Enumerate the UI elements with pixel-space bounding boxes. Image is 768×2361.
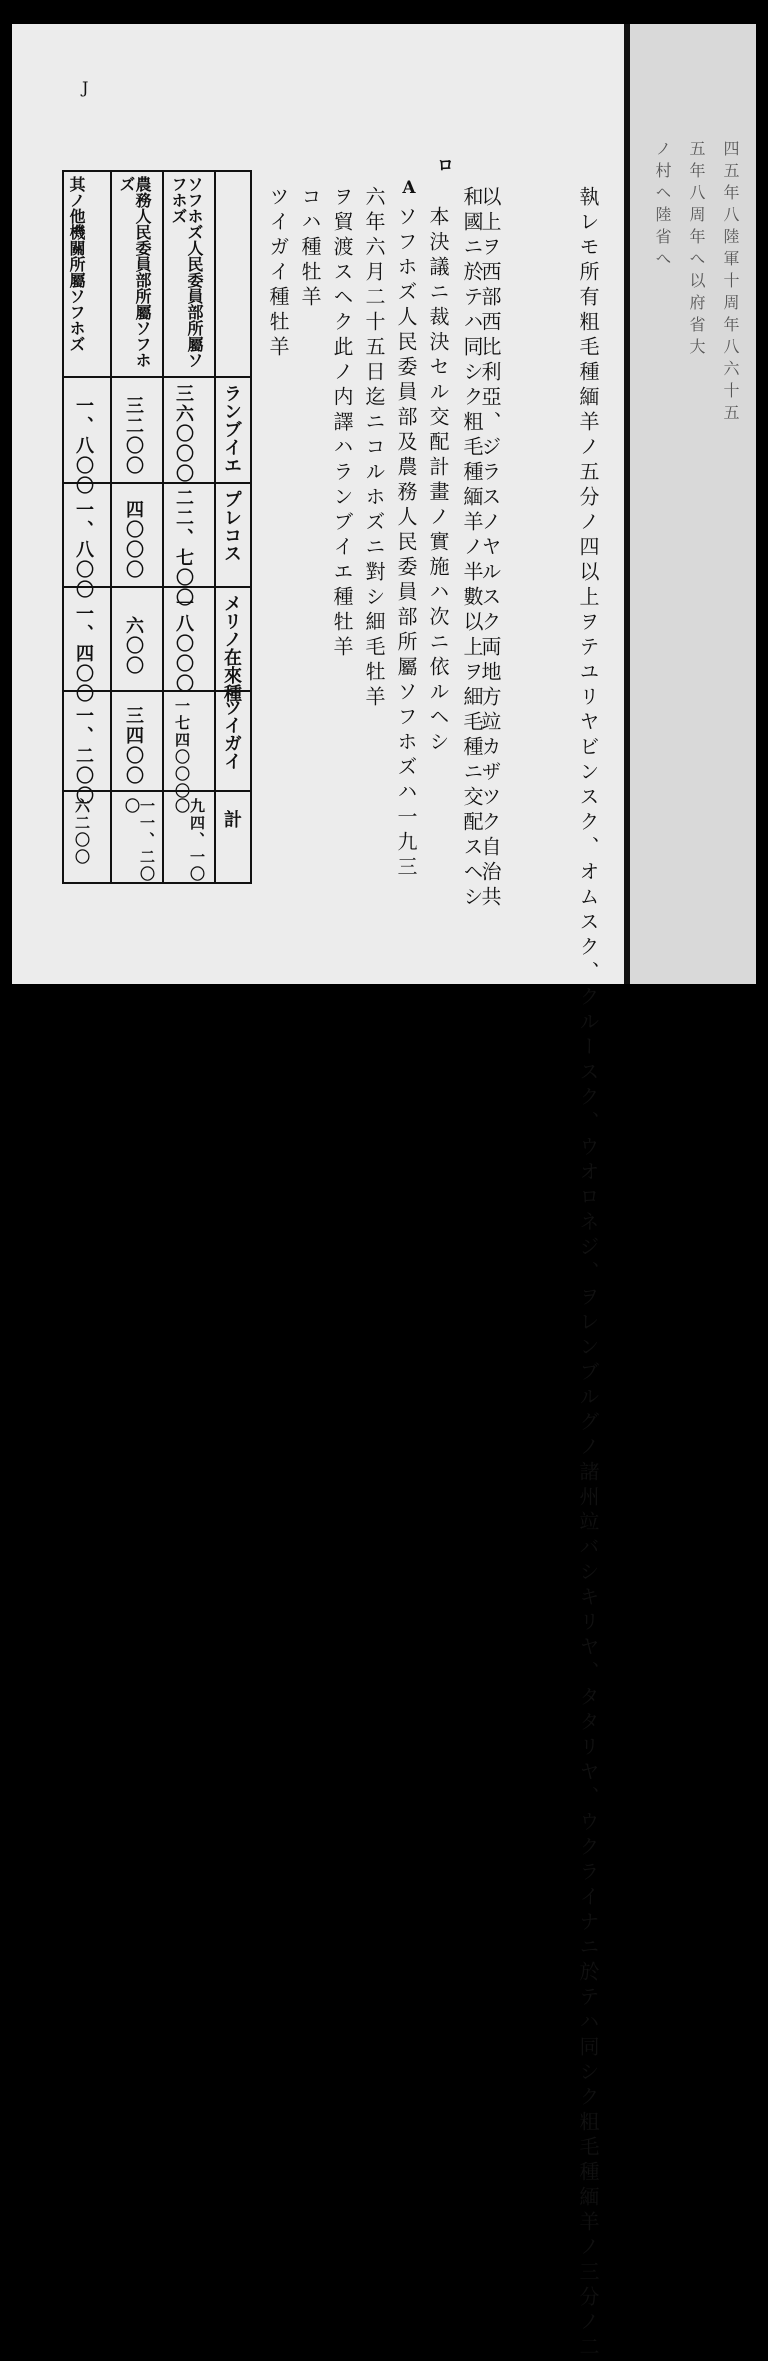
paragraph-column-3: 和國ニ於テハ同シク粗毛種緬羊ノ半數以上ヲ細毛種ニ交配スヘシ bbox=[460, 186, 484, 911]
paragraph-a-column-4: コハ種牡羊 bbox=[298, 186, 322, 311]
column-header-total: 計 bbox=[221, 810, 242, 828]
column-header-merino: メリノ在來種 bbox=[221, 594, 242, 702]
row-header-sovkhoz-commissariat: ソフホズ人民委員部所屬ソフホズ bbox=[169, 176, 204, 368]
section-marker: ロ bbox=[433, 156, 453, 178]
column-header-rambouillet: ランブイエ bbox=[221, 384, 242, 474]
cell-value: 三四〇〇 bbox=[123, 706, 144, 786]
paragraph-a-column-3: ヲ貿渡スヘク此ノ内譯ハランブイエ種牡羊 bbox=[330, 186, 354, 661]
adjacent-page-text: 四五年八陸軍十周年八六十五 bbox=[721, 140, 740, 426]
corner-mark: J bbox=[82, 78, 89, 97]
paragraph-a-column-2: 六年六月二十五日迄ニコルホズニ對シ細毛牡羊 bbox=[362, 186, 386, 711]
cell-value: 六二〇〇 bbox=[73, 798, 91, 866]
cell-value: 二二、七〇〇 bbox=[173, 488, 194, 608]
cell-value: 三二〇〇 bbox=[123, 396, 144, 476]
cell-value: 一、八〇〇 bbox=[73, 500, 94, 600]
column-header-precoce: プレコス bbox=[221, 490, 242, 562]
paragraph-column-2: 以上ヲ西部西比利亞、ジラスノヤルスク両地方竝カザツク自治共 bbox=[478, 186, 502, 911]
paragraph-column-4: 本決議ニ裁決セル交配計畫ノ實施ハ次ニ依ルヘシ bbox=[426, 206, 450, 756]
cell-value: 一、八〇〇 bbox=[73, 396, 94, 496]
row-header-other-agencies: 其ノ他機關所屬ソフホズ bbox=[67, 176, 86, 352]
cell-value: 一一、二〇〇 bbox=[123, 798, 156, 883]
adjacent-page-text: ノ村ヘ陸省へ bbox=[653, 140, 672, 272]
section-sub-marker: A bbox=[399, 178, 419, 203]
row-header-agriculture-commissariat: 農務人民委員部所屬ソフホズ bbox=[117, 176, 152, 368]
cell-value: 四〇〇〇 bbox=[123, 500, 144, 580]
cell-value: 九四、一〇〇 bbox=[173, 798, 206, 883]
cell-value: 六〇〇 bbox=[123, 616, 144, 676]
cell-value: 三六〇〇〇 bbox=[173, 384, 194, 484]
cell-value: 一八〇〇〇 bbox=[173, 594, 194, 694]
cell-value: 一、二〇〇 bbox=[73, 706, 94, 806]
allocation-table bbox=[62, 170, 252, 884]
paragraph-a-column-5: ツイガイ種牡羊 bbox=[266, 186, 290, 361]
cell-value: 一、四〇〇 bbox=[73, 604, 94, 704]
column-header-tsigai: ツイガイ bbox=[221, 698, 242, 770]
paragraph-a-column-1: ソフホズ人民委員部及農務人民委員部所屬ソフホズハ一九三 bbox=[394, 206, 418, 881]
adjacent-page-text: 五年八周年へ以府省大 bbox=[687, 140, 706, 360]
cell-value: 一七四〇〇〇 bbox=[173, 698, 191, 800]
paragraph-column-1: 執レモ所有粗毛種緬羊ノ五分ノ四以上ヲテユリヤビンスク、オムスク、クルースク、ウオロネジ、ヲレンブルグノ諸州竝バシキリヤ、タタリヤ、ウクライナニ於テハ同シク粗毛種緬羊ノ三分ノ二 bbox=[576, 186, 600, 2361]
